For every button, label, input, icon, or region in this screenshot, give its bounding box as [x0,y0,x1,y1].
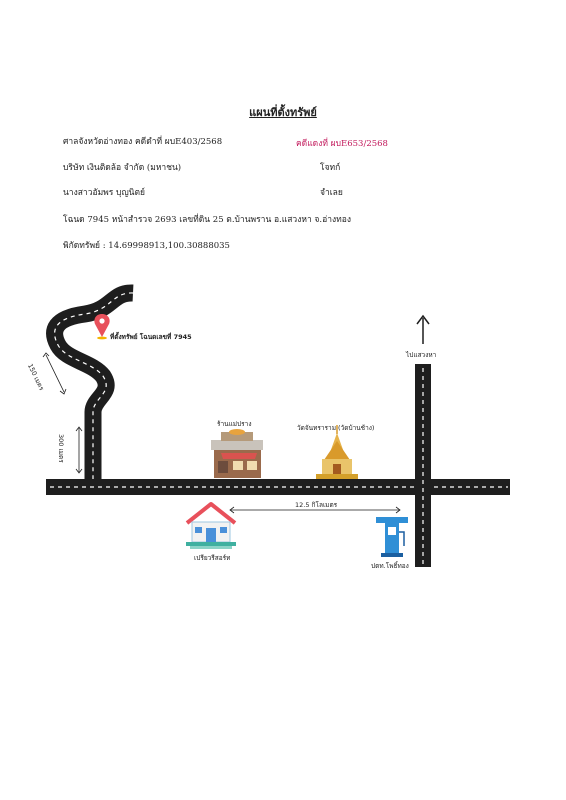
plaintiff-role: โจทก์ [320,163,341,173]
temple-icon [316,425,358,479]
vertical-road [415,364,431,567]
coordinates: พิกัดทรัพย์ : 14.69998913,100.30888035 [63,241,230,251]
arrow-up-icon [417,316,429,344]
temple-label: วัดจันทราราม (วัดบ้านช้าง) [297,424,375,432]
gas-station-label: ปตท.โพธิ์ทอง [371,562,409,570]
defendant-role: จำเลย [320,188,343,198]
resort-label: เปรียวรีสอร์ท [194,554,231,562]
page-title: แผนที่ตั้งทรัพย์ [249,106,317,119]
distance-300-label: 300 เมตร [57,434,65,463]
main-road [46,479,510,495]
distance-12-5-label: 12.5 กิโลเมตร [295,501,338,509]
to-label: ไปแสวงหา [406,351,437,359]
shop-label: ร้านแม่ปราง [217,420,252,428]
red-case: คดีแดงที่ ผบE653/2568 [296,139,388,149]
distance-300-marker [76,427,82,473]
location-pin-icon [94,314,109,339]
resort-icon [186,504,236,549]
winding-road [55,293,133,480]
deed-info: โฉนด 7945 หน้าสำรวจ 2693 เลขที่ดิน 25 ต.บ้านพราน อ.แสวงหา จ.อ่างทอง [63,215,351,225]
court-case: ศาลจังหวัดอ่างทอง คดีดำที่ ผบE403/2568 [63,137,223,147]
plaintiff: บริษัท เงินติดล้อ จำกัด (มหาชน) [63,163,182,173]
property-label: ที่ตั้งทรัพย์ โฉนดเลขที่ 7945 [110,333,192,341]
shop-icon [211,429,263,478]
defendant: นางสาวอัมพร บุญนิตย์ [63,188,145,198]
distance-150-label: 150 เมตร [25,362,46,392]
gas-station-icon [376,517,408,557]
